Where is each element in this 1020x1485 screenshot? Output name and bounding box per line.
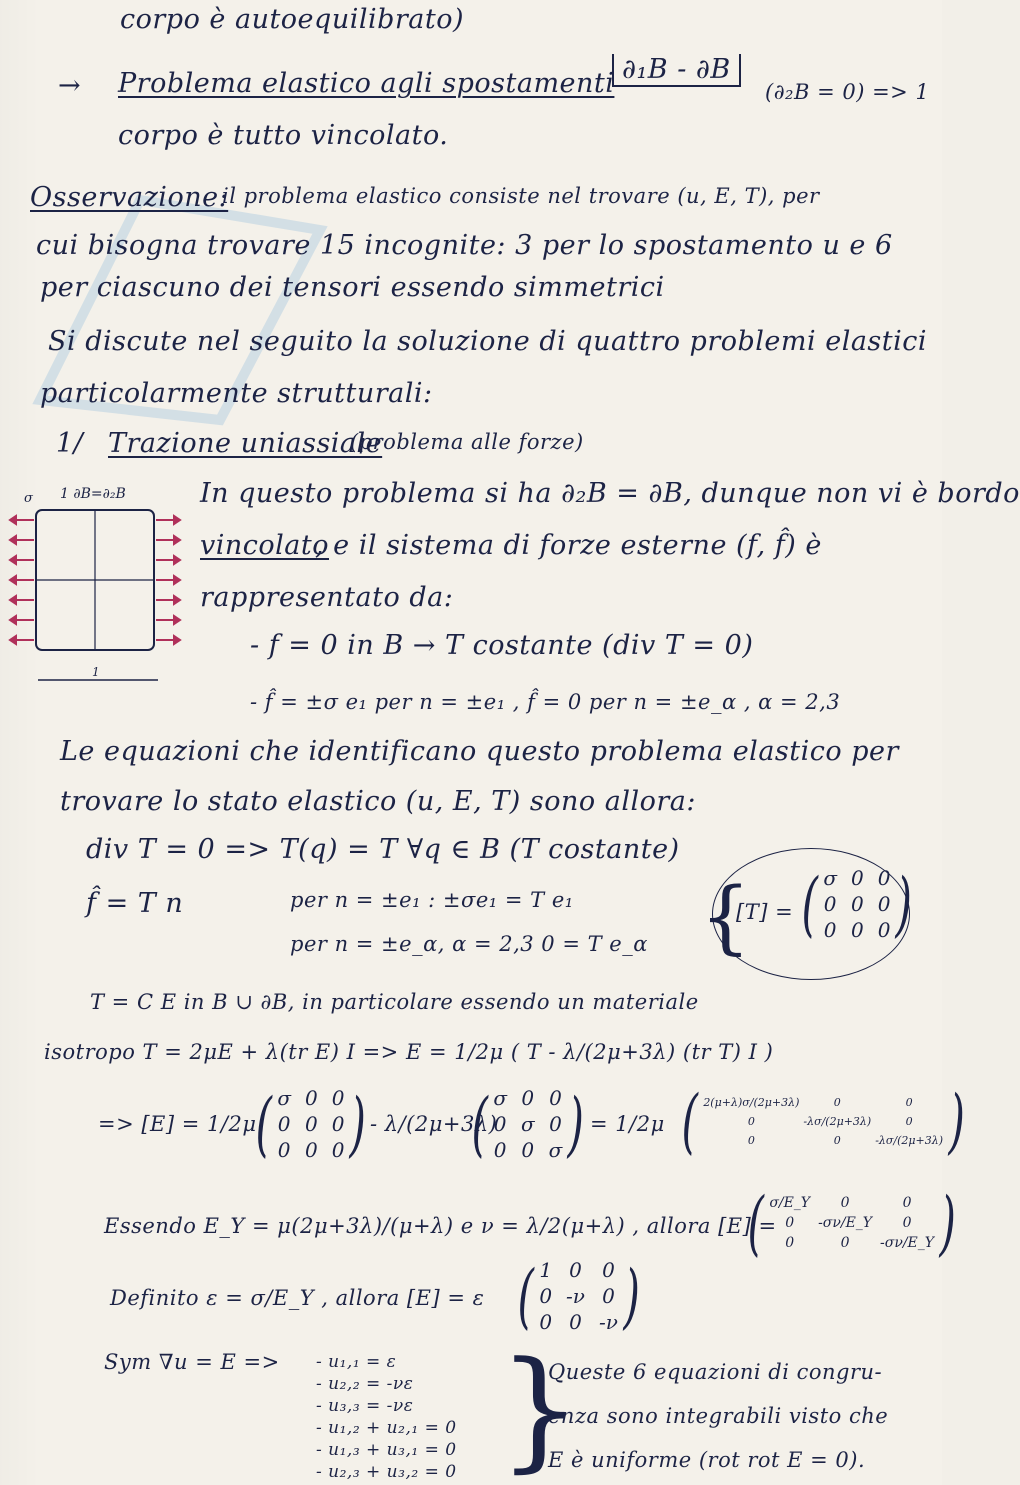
right-force-arrows (156, 516, 180, 644)
matrix-m3: ( 2(μ+λ)σ/(2μ+3λ) 0 0 0 -λσ/(2μ+3λ) 0 0 0 -λσ/(2μ+3λ) ) (681, 1080, 965, 1162)
figure-sigma-label: σ (24, 491, 33, 506)
line-03: corpo è tutto vincolato. (118, 120, 449, 151)
compatibility-eq-6: - u₂,₃ + u₃,₂ = 0 (316, 1462, 457, 1482)
line-18b: per n = ±e₁ : ±σe₁ = T e₁ (290, 888, 574, 912)
arrow-glyph: → (58, 70, 82, 101)
line-15: Le equazioni che identificano questo problema elastico per (60, 736, 899, 767)
matrix-m4-cell: 0 (785, 1235, 795, 1251)
section-subtitle: (problema alle forze) (350, 430, 584, 454)
line-12: rappresentato da: (200, 582, 454, 613)
line-22-eq: = 1/2μ (590, 1112, 665, 1136)
matrix-m3-cell: -λσ/(2μ+3λ) (875, 1133, 944, 1147)
line-24: Definito ε = σ/E_Y , allora [E] = ε (110, 1286, 485, 1310)
matrix-m2-cell: σ (520, 1112, 535, 1136)
matrix-m1-cell: 0 (304, 1138, 318, 1162)
matrix-m1-cell: 0 (331, 1112, 345, 1136)
matrix-m5-cell: 0 (539, 1310, 553, 1334)
line-22-lead: => [E] = 1/2μ (98, 1112, 257, 1136)
line-02: Problema elastico agli spostamenti (118, 68, 615, 99)
note-line-3: E è uniforme (rot rot E = 0). (548, 1448, 866, 1472)
compatibility-eq-2: - u₂,₂ = -νε (316, 1374, 414, 1394)
line-19: per n = ±e_α, α = 2,3 0 = T e_α (290, 932, 648, 956)
matrix-m1-cell: 0 (304, 1086, 318, 1110)
line-10: In questo problema si ha ∂₂B = ∂B, dunque non vi è bordo (200, 478, 1020, 509)
matrix-T-cell: 0 (850, 866, 864, 890)
line-08: particolarmente strutturali: (40, 378, 433, 409)
matrix-m4-cell: 0 (902, 1215, 912, 1231)
matrix-m2: ( σ 0 0 0 σ 0 0 0 σ ) (471, 1083, 585, 1165)
matrix-m5-cell: 1 (539, 1258, 553, 1282)
line-11-underlined: vincolato (200, 530, 329, 561)
line-05: cui bisogna trovare 15 incognite: 3 per lo spostamento u e 6 (36, 230, 893, 261)
line-25: Sym ∇u = E => (104, 1350, 280, 1374)
matrix-m5: ( 1 0 0 0 -ν 0 0 0 -ν ) (517, 1255, 640, 1337)
matrix-m3-cell: 0 (833, 1095, 841, 1109)
matrix-m5-cell: 0 (569, 1258, 582, 1282)
matrix-T-cell: 0 (850, 892, 864, 916)
matrix-T-cell: σ (823, 866, 837, 890)
matrix-m5-cell: 0 (602, 1284, 615, 1308)
matrix-m1-cell: 0 (277, 1138, 291, 1162)
matrix-m3-cell: 0 (747, 1114, 755, 1128)
line-18: f̂ = T n (86, 888, 184, 919)
matrix-m3-cell: 0 (905, 1114, 913, 1128)
compatibility-eq-4: - u₁,₂ + u₂,₁ = 0 (316, 1418, 457, 1438)
section-title: Trazione uniassiale (108, 428, 383, 459)
compatibility-eq-5: - u₁,₃ + u₃,₁ = 0 (316, 1440, 457, 1460)
line-14: - f̂ = ±σ e₁ per n = ±e₁ , f̂ = 0 per n = ±e_α , α = 2,3 (250, 690, 841, 714)
left-force-arrows (10, 516, 34, 644)
matrix-m5-cell: 0 (569, 1310, 582, 1334)
line-17: div T = 0 => T(q) = T ∀q ∈ B (T costante) (86, 834, 680, 865)
line-21: isotropo T = 2μE + λ(tr E) I => E = 1/2μ ( T - λ/(2μ+3λ) (tr T) I ) (44, 1040, 774, 1064)
observation-label: Osservazione: (30, 182, 229, 213)
matrix-m4-cell: -σν/E_Y (880, 1235, 935, 1251)
matrix-T-cell: 0 (877, 918, 891, 942)
matrix-m2-cell: 0 (549, 1086, 562, 1110)
matrix-m5-cell: -ν (566, 1284, 585, 1308)
line-04: il problema elastico consiste nel trovare (u, E, T), per (222, 184, 820, 208)
matrix-m4-cell: 0 (840, 1195, 850, 1211)
matrix-T: ( σ 0 0 0 0 0 0 0 0 ) (801, 863, 913, 945)
boxed-condition: ∂₁B - ∂B (612, 54, 741, 87)
matrix-m1-cell: σ (277, 1086, 291, 1110)
matrix-m5-cell: 0 (539, 1284, 553, 1308)
matrix-m4: ( σ/E_Y 0 0 0 -σν/E_Y 0 0 0 -σν/E_Y ) (747, 1182, 956, 1264)
figure-top-label: 1 ∂B=∂₂B (60, 486, 126, 502)
matrix-m4-cell: 0 (840, 1235, 850, 1251)
matrix-m2-cell: σ (493, 1086, 507, 1110)
matrix-m4-cell: σ/E_Y (769, 1195, 811, 1211)
line-23: Essendo E_Y = μ(2μ+3λ)/(μ+λ) e ν = λ/2(μ+λ) , allora [E] = (104, 1214, 777, 1238)
figure-bottom-label: 1 (92, 665, 100, 679)
traction-figure (8, 480, 198, 690)
matrix-m5-cell: -ν (598, 1310, 618, 1334)
matrix-m2-cell: 0 (521, 1086, 535, 1110)
T-label: [T] = (736, 900, 794, 924)
matrix-m1-cell: 0 (331, 1138, 345, 1162)
matrix-T-cell: 0 (877, 892, 891, 916)
matrix-m1-cell: 0 (277, 1112, 291, 1136)
matrix-m1-cell: 0 (304, 1112, 318, 1136)
matrix-m1: ( σ 0 0 0 0 0 0 0 0 ) (255, 1083, 367, 1165)
note-line-1: Queste 6 equazioni di congru- (548, 1360, 883, 1384)
matrix-m3-cell: 0 (905, 1095, 913, 1109)
matrix-m2-cell: 0 (493, 1112, 507, 1136)
matrix-m4-cell: 0 (785, 1215, 795, 1231)
line-11: , e il sistema di forze esterne (f, f̂) è (315, 530, 822, 561)
note-line-2: enza sono integrabili visto che (548, 1404, 889, 1428)
line-22-mid: - λ/(2μ+3λ) (370, 1112, 498, 1136)
matrix-m4-cell: 0 (902, 1195, 912, 1211)
matrix-m1-cell: 0 (331, 1086, 345, 1110)
matrix-m3-cell: 0 (833, 1133, 841, 1147)
line-06: per ciascuno dei tensori essendo simmetrici (40, 272, 665, 303)
matrix-m2-cell: 0 (549, 1112, 562, 1136)
matrix-m3-cell: 2(μ+λ)σ/(2μ+3λ) (703, 1095, 800, 1109)
matrix-T-cell: 0 (850, 918, 864, 942)
line-02-tail: (∂₂B = 0) => 1 (765, 80, 930, 104)
brace-right-equations: } (498, 1333, 581, 1485)
matrix-m2-cell: 0 (493, 1138, 507, 1162)
line-13: - f = 0 in B → T costante (div T = 0) (250, 630, 754, 661)
line-16: trovare lo stato elastico (u, E, T) sono allora: (60, 786, 696, 817)
line-01: corpo è autoequilibrato) (120, 4, 465, 35)
matrix-T-cell: 0 (877, 866, 891, 890)
matrix-m5-cell: 0 (602, 1258, 615, 1282)
line-07: Si discute nel seguito la soluzione di quattro problemi elastici (48, 326, 928, 357)
section-number: 1/ (56, 428, 84, 459)
matrix-m3-cell: -λσ/(2μ+3λ) (803, 1114, 872, 1128)
matrix-m3-cell: 0 (747, 1133, 755, 1147)
line-20: T = C E in B ∪ ∂B, in particolare essendo un materiale (90, 990, 699, 1014)
matrix-m4-cell: -σν/E_Y (818, 1215, 873, 1231)
matrix-m2-cell: 0 (521, 1138, 535, 1162)
brace-left-T: { (700, 870, 751, 963)
matrix-T-cell: 0 (823, 892, 837, 916)
matrix-m2-cell: σ (548, 1138, 563, 1162)
matrix-T-cell: 0 (823, 918, 837, 942)
compatibility-eq-3: - u₃,₃ = -νε (316, 1396, 414, 1416)
compatibility-eq-1: - u₁,₁ = ε (316, 1352, 397, 1372)
